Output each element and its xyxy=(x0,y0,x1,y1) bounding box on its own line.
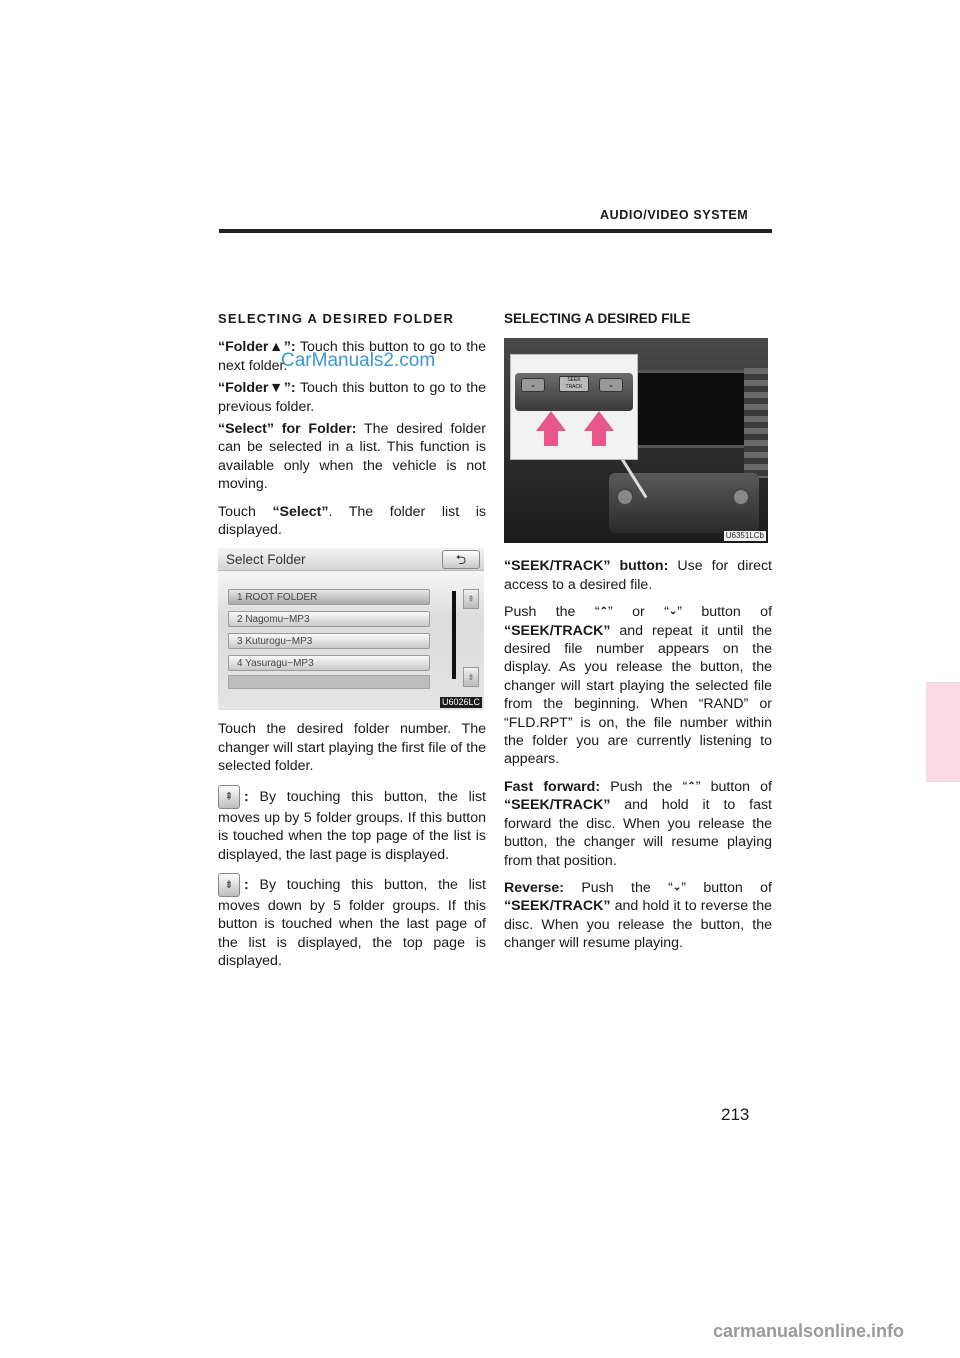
folder-item-1[interactable]: 1 ROOT FOLDER xyxy=(228,589,430,605)
folder-item-4[interactable]: 4 Yasuragu−MP3 xyxy=(228,655,430,671)
page-down-paragraph xyxy=(218,873,486,971)
rev-label: Reverse: xyxy=(504,879,564,896)
header-rule xyxy=(219,229,772,233)
down-chevron-icon: ⌄ xyxy=(668,606,678,618)
page-header: AUDIO/VIDEO SYSTEM xyxy=(600,208,749,222)
page-up-icon: ⇞ xyxy=(218,785,240,809)
page-number: 213 xyxy=(721,1105,750,1124)
scrollbar-track[interactable] xyxy=(452,591,456,679)
touch-pre: Touch xyxy=(218,503,273,520)
page-down-button[interactable]: ⇟ xyxy=(463,667,479,687)
dashboard-photo xyxy=(504,338,768,543)
seek-text: Use for direct access to a desired file. xyxy=(504,558,772,593)
photo-vent xyxy=(744,368,768,478)
select-label: “Select” for Folder: xyxy=(218,421,357,438)
push-4: and repeat it until the desired file number appears on the display. As you release the button, the changer will start playing the selected file from the beginning. When “RAND” or “FLD.RPT” is on, the file number within the folder you are currently listening to appears. xyxy=(504,622,772,768)
pointer-arrow-left-stem xyxy=(544,430,558,446)
screen-title: Select Folder xyxy=(226,552,306,568)
page-up-paragraph xyxy=(218,785,486,864)
folder-item-empty xyxy=(228,675,430,689)
rev-bold: “SEEK/TRACK” xyxy=(504,898,611,915)
inset-seek-track-button: SEEK TRACK xyxy=(559,376,589,392)
page-up-colon: : xyxy=(244,788,249,805)
select-paragraph xyxy=(218,420,486,494)
pointer-arrow-right-stem xyxy=(592,430,606,446)
page-down-text: By touching this button, the list moves down by 5 folder groups. If this button is touched when the last page of the list is displayed, the top page is displayed. xyxy=(218,876,486,970)
rev-3: and hold it to reverse the disc. When you release the button, the changer will resume playing. xyxy=(504,898,772,952)
folder-down-paragraph xyxy=(218,379,486,416)
ff-3: and hold it to fast forward the disc. When you release the button, the changer will resume playing from that position. xyxy=(504,797,772,869)
left-column xyxy=(218,310,486,980)
folder-item-2[interactable]: 2 Nagomu−MP3 xyxy=(228,611,430,627)
folder-down-label: “Folder▼”: xyxy=(218,380,296,397)
right-column xyxy=(504,310,772,962)
screen-title-bar xyxy=(218,548,484,571)
rev-down-chevron-icon: ⌄ xyxy=(672,881,682,893)
page-down-icon: ⇟ xyxy=(218,873,240,897)
page-up-button[interactable]: ⇞ xyxy=(463,589,479,609)
ff-label: Fast forward: xyxy=(504,778,601,795)
fast-forward-paragraph xyxy=(504,778,772,870)
ff-1: Push the “ xyxy=(600,778,688,795)
file-section-title: SELECTING A DESIRED FILE xyxy=(504,311,691,326)
push-paragraph xyxy=(504,603,772,769)
push-1: Push the “ xyxy=(504,604,600,621)
back-button[interactable]: ⮌ xyxy=(442,550,480,569)
up-chevron-icon: ⌃ xyxy=(599,606,608,618)
select-text: The desired folder can be selected in a list. This function is available only when the vehicle is not moving. xyxy=(218,421,486,493)
push-2: ” or “ xyxy=(607,604,669,621)
folder-up-text: Touch this button to go to the next folder. xyxy=(218,339,487,374)
page-up-text: By touching this button, the list moves up by 5 folder groups. If this button is touched when the top page of the list is displayed, the last page is displayed. xyxy=(218,788,486,863)
photo-code: U6351LCb xyxy=(725,531,764,541)
inset-left-button: ⌄ xyxy=(521,378,545,392)
reverse-paragraph xyxy=(504,879,772,953)
pointer-arrow-right-icon xyxy=(584,411,614,431)
screen-body xyxy=(218,571,484,710)
rev-1: Push the “ xyxy=(563,879,673,896)
folder-up-label: “Folder▲”: xyxy=(218,339,296,356)
rev-2: ” button of xyxy=(681,879,772,896)
inset-right-button: ⌄ xyxy=(599,378,623,392)
pointer-arrow-left-icon xyxy=(536,411,566,431)
inset-button-panel xyxy=(515,373,633,411)
page-down-colon: : xyxy=(244,876,249,893)
touch-post: . The folder list is displayed. xyxy=(218,503,486,539)
touch-select-bold: “Select” xyxy=(272,503,329,520)
seek-label: “SEEK/TRACK” button: xyxy=(504,558,669,575)
ff-2: ” button of xyxy=(695,778,772,795)
touch-folder-paragraph: Touch the desired folder number. The changer will start playing the first file of the selected folder. xyxy=(218,721,486,775)
section-tab xyxy=(926,682,960,782)
folder-item-3[interactable]: 3 Kuturogu−MP3 xyxy=(228,633,430,649)
ff-up-chevron-icon: ⌃ xyxy=(687,780,696,792)
seek-paragraph xyxy=(504,557,772,594)
photo-inset xyxy=(510,354,638,460)
ff-bold: “SEEK/TRACK” xyxy=(504,797,611,814)
watermark: CarManuals2.com xyxy=(281,350,436,371)
folder-down-text: Touch this button to go to the previous folder. xyxy=(218,380,487,415)
push-bold: “SEEK/TRACK” xyxy=(504,622,611,639)
select-folder-screen xyxy=(218,548,484,710)
figure-code: U6026LC xyxy=(441,697,480,708)
footer-watermark: carmanualsonline.info xyxy=(713,1321,905,1341)
photo-display-screen xyxy=(632,370,748,448)
folder-section-title: SELECTING A DESIRED FOLDER xyxy=(218,311,455,326)
push-3: ” button of xyxy=(677,604,773,621)
touch-select-paragraph xyxy=(218,503,486,540)
